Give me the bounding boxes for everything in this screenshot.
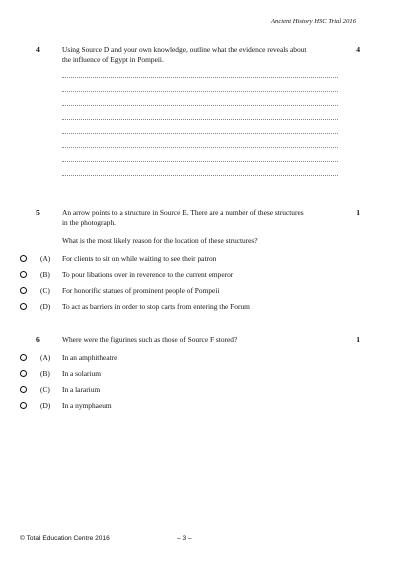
answer-line[interactable] bbox=[62, 77, 338, 78]
question-6-option-d[interactable] bbox=[20, 400, 112, 410]
question-6-marks: 1 bbox=[356, 335, 360, 344]
question-5-prompt: What is the most likely reason for the location of these structures? bbox=[62, 236, 258, 245]
question-4-text-line-1: Using Source D and your own knowledge, outline what the evidence reveals about bbox=[62, 45, 307, 54]
radio-button[interactable] bbox=[20, 255, 27, 262]
radio-button[interactable] bbox=[20, 402, 27, 409]
page-number: – 3 – bbox=[177, 535, 192, 542]
option-text: For clients to sit on while waiting to see their patron bbox=[62, 253, 217, 263]
radio-button[interactable] bbox=[20, 370, 27, 377]
option-text: In an amphitheatre bbox=[62, 352, 118, 362]
footer-copyright: © Total Education Centre 2016 bbox=[20, 535, 110, 542]
question-6-text: Where were the figurines such as those of Source F stored? bbox=[62, 335, 238, 344]
option-text: In a nymphaeum bbox=[62, 400, 112, 410]
answer-line[interactable] bbox=[62, 91, 338, 92]
answer-line[interactable] bbox=[62, 161, 338, 162]
option-letter: (A) bbox=[40, 253, 51, 263]
option-letter: (D) bbox=[40, 400, 51, 410]
question-5-marks: 1 bbox=[356, 208, 360, 217]
option-letter: (B) bbox=[40, 368, 50, 378]
option-text: To pour libations over in reverence to the current emperor bbox=[62, 269, 234, 279]
question-6-option-c[interactable] bbox=[20, 384, 100, 394]
option-text: For honorific statues of prominent people of Pompeii bbox=[62, 285, 220, 295]
question-6-option-a[interactable] bbox=[20, 352, 117, 362]
question-5-text-line-2: in the photograph. bbox=[62, 218, 116, 227]
question-5-number: 5 bbox=[36, 208, 40, 217]
radio-button[interactable] bbox=[20, 354, 27, 361]
question-4-number: 4 bbox=[36, 45, 40, 54]
radio-button[interactable] bbox=[20, 386, 27, 393]
answer-line[interactable] bbox=[62, 175, 338, 176]
answer-line[interactable] bbox=[62, 133, 338, 134]
question-6-number: 6 bbox=[36, 335, 40, 344]
question-4-marks: 4 bbox=[356, 45, 360, 54]
radio-button[interactable] bbox=[20, 287, 27, 294]
radio-button[interactable] bbox=[20, 303, 27, 310]
option-letter: (A) bbox=[40, 352, 51, 362]
option-text: In a solarium bbox=[62, 368, 101, 378]
radio-button[interactable] bbox=[20, 271, 27, 278]
option-text: To act as barriers in order to stop carts from entering the Forum bbox=[62, 301, 250, 311]
answer-line[interactable] bbox=[62, 147, 338, 148]
question-6-option-b[interactable] bbox=[20, 368, 101, 378]
option-letter: (B) bbox=[40, 269, 50, 279]
answer-line[interactable] bbox=[62, 119, 338, 120]
answer-line[interactable] bbox=[62, 105, 338, 106]
option-letter: (D) bbox=[40, 301, 51, 311]
exam-header-title: Ancient History HSC Trial 2016 bbox=[271, 18, 356, 25]
question-5-option-a[interactable] bbox=[20, 253, 216, 263]
option-letter: (C) bbox=[40, 285, 50, 295]
question-5-text-line-1: An arrow points to a structure in Source E. There are a number of these structures bbox=[62, 208, 304, 217]
question-5-option-b[interactable] bbox=[20, 269, 233, 279]
option-text: In a lararium bbox=[62, 384, 101, 394]
question-5-option-d[interactable] bbox=[20, 301, 250, 311]
option-letter: (C) bbox=[40, 384, 50, 394]
question-4-text-line-2: the influence of Egypt in Pompeii. bbox=[62, 55, 164, 64]
question-5-option-c[interactable] bbox=[20, 285, 219, 295]
